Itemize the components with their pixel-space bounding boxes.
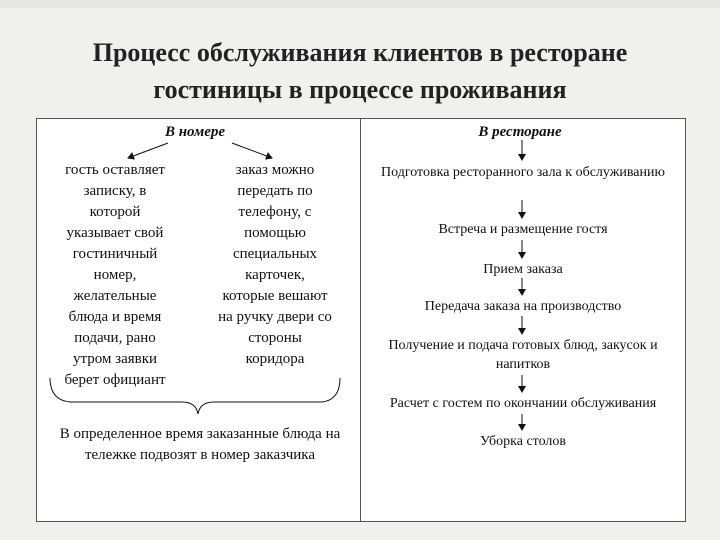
left-heading: В номере xyxy=(164,124,226,140)
step-3: Прием заказа xyxy=(483,262,563,277)
step-7: Уборка столов xyxy=(479,434,567,449)
left-option-note: гость оставляет записку, в которой указывает свой гостиничный номер, желательные блюда и время подачи, рано утром заявки берет официант xyxy=(64,162,166,388)
left-option-phone: заказ можно передать по телефону, с помощью специальных карточек, которые вешают на ручку двери со стороны коридора xyxy=(218,162,332,367)
step-4: Передача заказа на производство xyxy=(424,299,622,314)
branch-arrow-left xyxy=(128,143,168,158)
step-2: Встреча и размещение гостя xyxy=(438,222,608,237)
branch-arrow-right xyxy=(232,143,272,158)
merge-brace xyxy=(50,378,340,414)
step-6: Расчет с гостем по окончании обслуживания xyxy=(389,396,657,411)
left-result: В определенное время заказанные блюда на тележке подвозят в номер заказчика xyxy=(59,426,341,463)
step-5: Получение и подача готовых блюд, закусок и напитков xyxy=(388,338,658,372)
title-line-2: гостиницы в процессе проживания xyxy=(153,75,567,104)
title-line-1: Процесс обслуживания клиентов в ресторане xyxy=(92,38,628,67)
step-1: Подготовка ресторанного зала к обслуживанию xyxy=(381,165,665,180)
right-heading: В ресторане xyxy=(478,124,562,140)
